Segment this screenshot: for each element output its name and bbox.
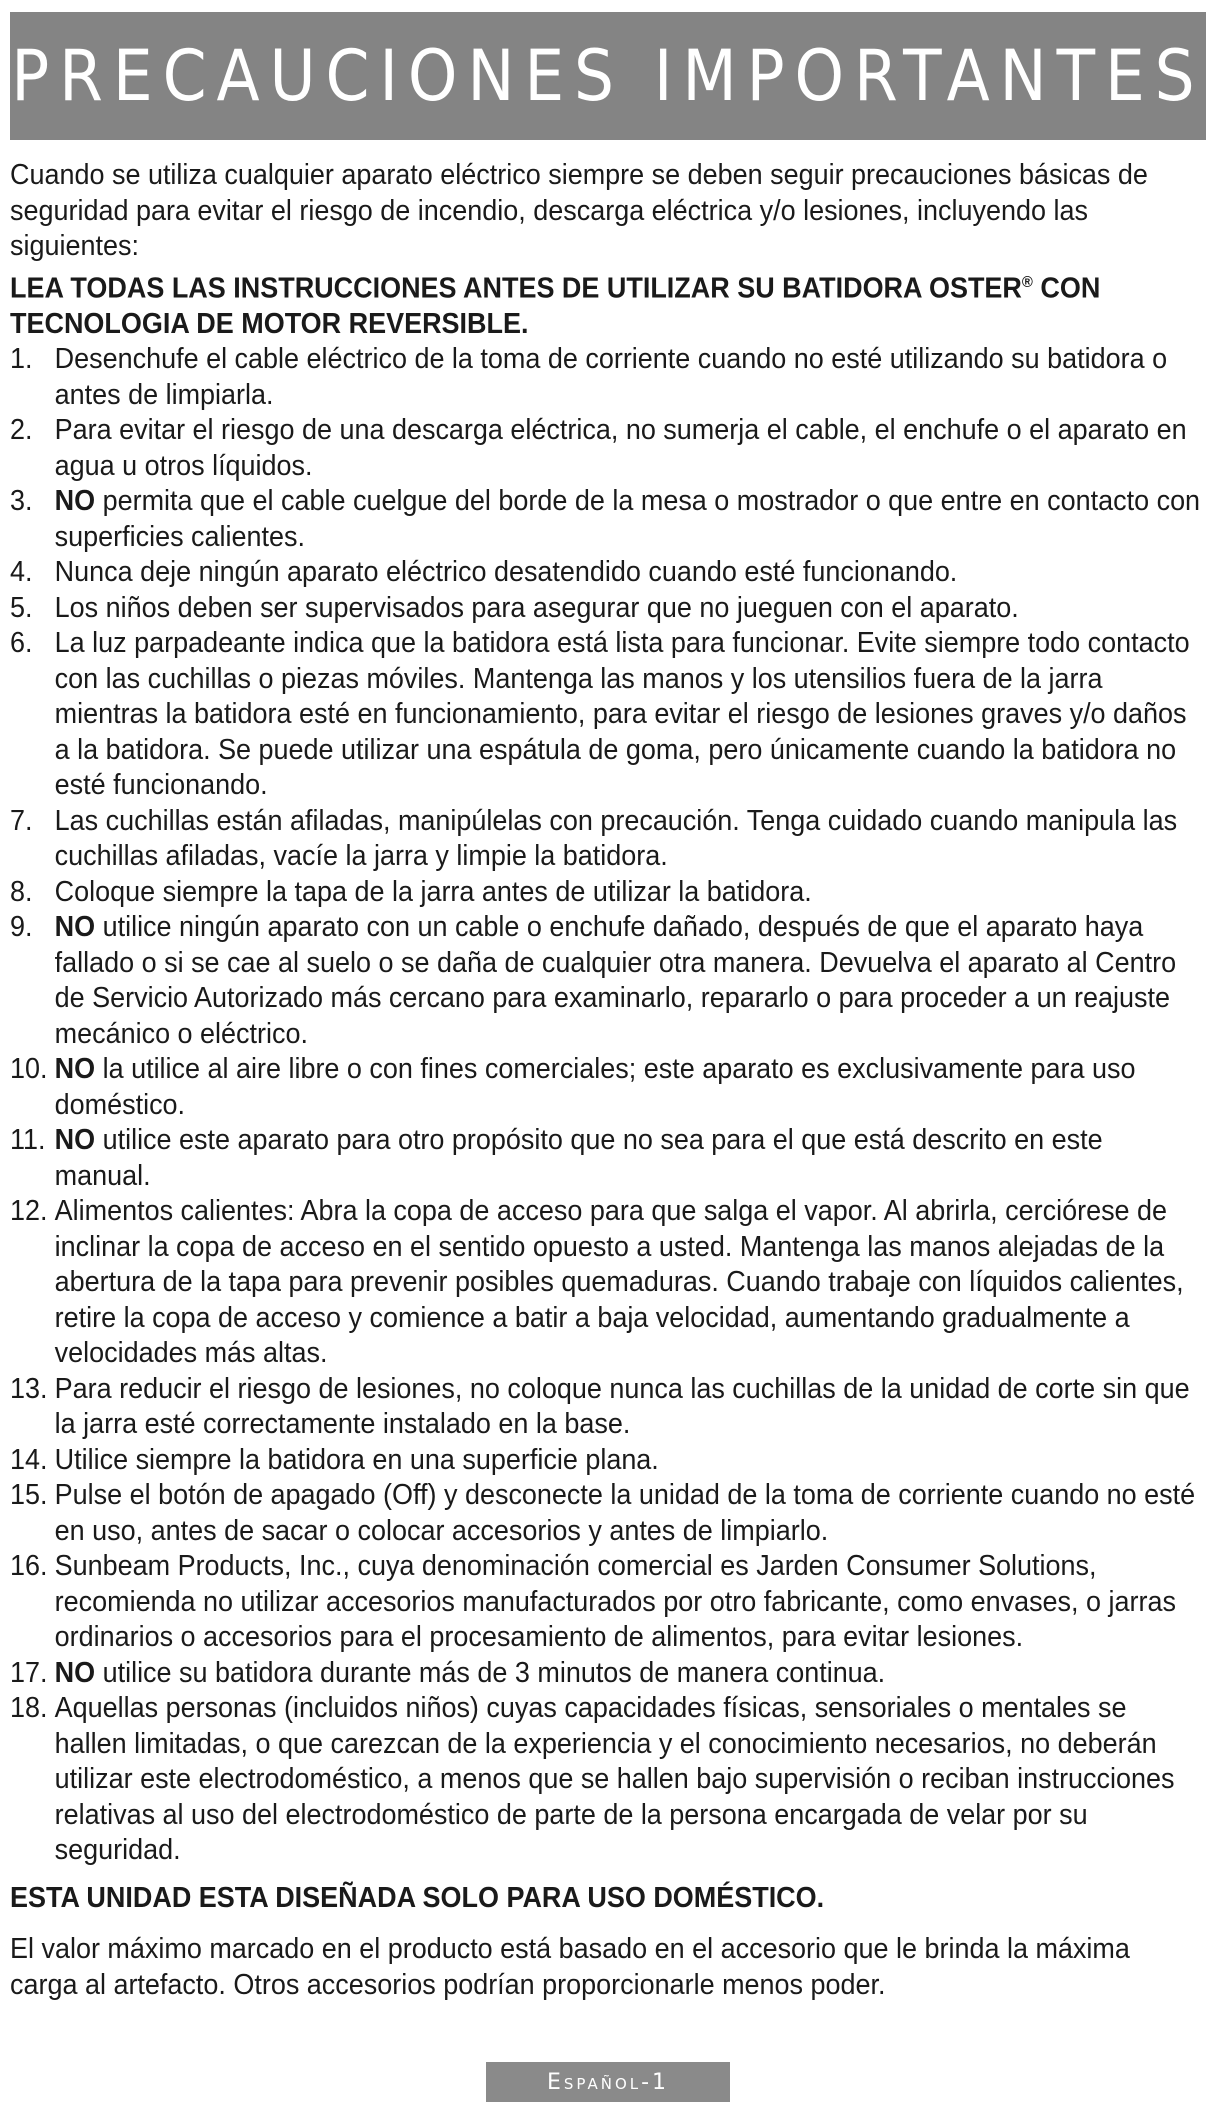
item-text: Alimentos calientes: Abra la copa de acceso para que salga el vapor. Al abrirla, cerciórese de inclinar la copa de acceso en el sentido opuesto a usted. Mantenga las manos alejadas de la abertura de la tapa para prevenir posibles quemaduras. Cuando trabaje con líquidos calientes, retire la copa de acceso y comience a batir a baja velocidad, aumentando gradualmente a velocidades más altas. — [54, 1195, 1184, 1370]
closing-paragraph: El valor máximo marcado en el producto está basado en el accesorio que le brinda la máxima carga al artefacto. Otros accesorios podrían proporcionarle menos poder. — [10, 1933, 1130, 2001]
item-number: 4. — [10, 556, 33, 589]
precautions-list — [10, 342, 1200, 1869]
item-text: Pulse el botón de apagado (Off) y desconecte la unidad de la toma de corriente cuando no esté en uso, antes de sacar o colocar accesorios y antes de limpiarlo. — [54, 1479, 1196, 1547]
item-bold: NO — [54, 1656, 96, 1689]
item-text: Las cuchillas están afiladas, manipúlelas con precaución. Tenga cuidado cuando manipula las cuchillas afiladas, vacíe la jarra y limpie la batidora. — [54, 804, 1178, 873]
page-label: Español-1 — [546, 2069, 670, 2095]
item-text: Desenchufe el cable eléctrico de la toma de corriente cuando no esté utilizando su batidora o antes de limpiarla. — [54, 343, 1168, 411]
item-text: utilice ningún aparato con un cable o enchufe dañado, después de que el aparato haya fallado o si se cae al suelo o se daña de cualquier otra manera. Devuelva el aparato al Centro de Servicio Autorizado más cercano para examinarlo, repararlo o para proceder a un reajuste mecánico o eléctrico. — [54, 911, 1177, 1050]
item-text: Coloque siempre la tapa de la jarra antes de utilizar la batidora. — [54, 875, 812, 908]
item-text: utilice su batidora durante más de 3 minutos de manera continua. — [95, 1656, 886, 1689]
item-number: 7. — [10, 804, 33, 837]
list-item — [10, 1656, 1200, 1692]
item-number: 8. — [10, 875, 33, 908]
item-text: Sunbeam Products, Inc., cuya denominación comercial es Jarden Consumer Solutions, recomienda no utilizar accesorios manufacturados por otro fabricante, como envases, o jarras ordinarios o accesorios para el procesamiento de alimentos, para evitar lesiones. — [54, 1550, 1176, 1654]
read-instructions-heading — [10, 265, 1200, 343]
list-item — [10, 555, 1200, 591]
list-item — [10, 413, 1200, 484]
item-number: 11. — [10, 1124, 46, 1157]
item-text: Utilice siempre la batidora en una superficie plana. — [54, 1443, 659, 1476]
list-item — [10, 342, 1200, 413]
list-item — [10, 484, 1200, 555]
item-bold: NO — [54, 911, 96, 944]
item-text: Para reducir el riesgo de lesiones, no coloque nunca las cuchillas de la unidad de corte sin que la jarra esté correctamente instalado en la base. — [54, 1372, 1190, 1441]
household-use-notice: ESTA UNIDAD ESTA DISEÑADA SOLO PARA USO DOMÉSTICO. — [10, 1881, 825, 1914]
item-text: permita que el cable cuelgue del borde de la mesa o mostrador o que entre en contacto con superficies calientes. — [54, 485, 1201, 553]
page-number-badge — [486, 2062, 730, 2102]
item-text: La luz parpadeante indica que la batidora está lista para funcionar. Evite siempre todo contacto con las cuchillas o piezas móviles. Mantenga las manos y los utensilios fuera de la jarra mientras la batidora esté en funcionamiento, para evitar el riesgo de lesiones graves y/o daños a la batidora. Se puede utilizar una espátula de goma, pero únicamente cuando la batidora no esté funcionando. — [54, 627, 1190, 802]
list-item — [10, 875, 1200, 911]
item-text: Aquellas personas (incluidos niños) cuyas capacidades físicas, sensoriales o mentales se hallen limitadas, o que carezcan de la experiencia y el conocimiento necesarios, no deberán utilizar este electrodoméstico, a menos que se hallen bajo supervisión o reciban instrucciones relativas al uso del electrodoméstico de parte de la persona encargada de velar por su seguridad. — [54, 1692, 1175, 1867]
intro-paragraph: Cuando se utiliza cualquier aparato eléctrico siempre se deben seguir precauciones básicas de seguridad para evitar el riesgo de incendio, descarga eléctrica y/o lesiones, incluyendo las siguientes: — [10, 159, 1148, 262]
item-bold: NO — [54, 1053, 96, 1086]
item-number: 14. — [10, 1443, 48, 1476]
list-item — [10, 1691, 1200, 1869]
item-text: Los niños deben ser supervisados para asegurar que no jueguen con el aparato. — [54, 591, 1019, 624]
item-text: Para evitar el riesgo de una descarga eléctrica, no sumerja el cable, el enchufe o el aparato en agua u otros líquidos. — [54, 414, 1187, 482]
item-text: utilice este aparato para otro propósito que no sea para el que está descrito en este manual. — [54, 1124, 1103, 1192]
item-bold: NO — [54, 1124, 96, 1157]
list-item — [10, 1372, 1200, 1443]
list-item — [10, 1052, 1200, 1123]
list-item — [10, 1478, 1200, 1549]
read-instructions-text-end: CON TECNOLOGIA DE MOTOR REVERSIBLE. — [10, 272, 1101, 340]
item-text: la utilice al aire libre o con fines comerciales; este aparato es exclusivamente para uso doméstico. — [54, 1053, 1136, 1121]
item-number: 5. — [10, 591, 33, 624]
item-number: 10. — [10, 1053, 48, 1086]
item-number: 16. — [10, 1550, 48, 1583]
list-item — [10, 1549, 1200, 1656]
list-item — [10, 910, 1200, 1052]
registered-mark: ® — [1021, 273, 1033, 291]
read-instructions-text: LEA TODAS LAS INSTRUCCIONES ANTES DE UTILIZAR SU BATIDORA OSTER — [10, 272, 1022, 305]
list-item — [10, 1123, 1200, 1194]
list-item — [10, 1194, 1200, 1372]
page-title: PRECAUCIONES IMPORTANTES — [11, 35, 1205, 117]
item-text: Nunca deje ningún aparato eléctrico desatendido cuando esté funcionando. — [54, 556, 958, 589]
item-number: 13. — [10, 1372, 48, 1405]
list-item — [10, 626, 1200, 804]
item-number: 18. — [10, 1692, 48, 1725]
item-number: 15. — [10, 1479, 48, 1512]
item-number: 2. — [10, 414, 33, 447]
item-number: 9. — [10, 911, 33, 944]
item-bold: NO — [54, 485, 96, 518]
list-item — [10, 591, 1200, 627]
list-item — [10, 804, 1200, 875]
item-number: 17. — [10, 1656, 48, 1689]
item-number: 12. — [10, 1195, 48, 1228]
item-number: 3. — [10, 485, 33, 518]
list-item — [10, 1443, 1200, 1479]
title-banner — [10, 12, 1206, 140]
safety-content — [10, 158, 1200, 2003]
item-number: 6. — [10, 627, 33, 660]
item-number: 1. — [10, 343, 33, 376]
